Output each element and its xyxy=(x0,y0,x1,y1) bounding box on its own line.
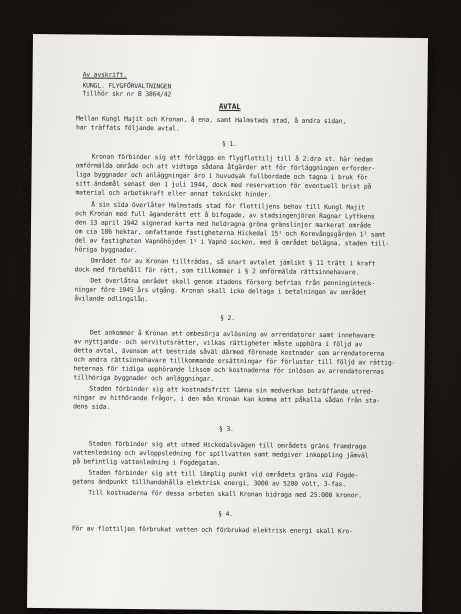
authority-name: KUNGL. FLYGFÖRVALTNINGEN xyxy=(82,81,172,91)
document-title: AVTAL xyxy=(218,101,241,112)
section-line: åvilande odlingslån. xyxy=(74,294,149,304)
section-line: liga byggnader och anläggningar äro i huvudsak fullbordade och tagna i bruk för xyxy=(75,170,368,182)
section-line: Å sin sida överlåter Halmstads stad för flottiljens behov till Kungl Majit xyxy=(91,200,365,212)
section-heading: § 4. xyxy=(218,509,233,519)
section-line: Kronan förbinder sig att förlägga en flygflottilj till å 2:dra st. här nedan xyxy=(91,152,373,164)
section-line: del av fastigheten Vapnöhöjden 1¹ i Vapnö socken, med å området belägna, staden till- xyxy=(74,236,390,248)
document-page xyxy=(27,34,428,612)
intro-line: Mellan Kungl Majit och Kronan, å ena, samt Halmstads stad, å andra sidan, xyxy=(76,114,347,126)
section-line: sitt ändamål senast den 1 juli 1944, dock med reservation för eventuell brist på xyxy=(75,179,372,191)
section-line: Till kostnaderna för dessa arbeten skall Kronan bidraga med 25.000 kronor. xyxy=(88,488,362,500)
section-line: av nyttjande- och servitutsrätter, vilkas rättigheter måste upphöra i följd av xyxy=(73,337,363,349)
copy-mark: Av avskrift. xyxy=(82,70,128,79)
section-line: Staden förbinder sig att kostnadsfritt lämna sin medverkan beträffande utred- xyxy=(89,384,375,396)
section-line: Det överlåtna området skall genom stadens försorg befrias från penninginteck- xyxy=(90,276,376,288)
section-line: Det ankommer å Kronan att ombesörja avlösning av arrendatorer samt innehavare xyxy=(89,328,375,340)
section-line: dens sida. xyxy=(73,402,111,411)
section-line: tillhöriga byggnader och anläggningar. xyxy=(73,373,214,383)
section-line: på befintlig vattenledning i Fogdegatan. xyxy=(72,457,221,467)
section-line: höriga byggnader. xyxy=(74,245,138,255)
section-line: heternas för tidiga upphörande liksom och kostnaderna för inlösen av arrendatorernas xyxy=(73,364,385,376)
section-line: och Kronan med full äganderätt ett å bifogade, av stadsingenjören Ragnar Lyttkens xyxy=(75,209,375,221)
section-line: och andra rättsinnehavare tillkommande ersättningar för förluster till följd av rättig- xyxy=(73,355,396,367)
section-line: detta avtal, ävensom att bestrida såväl därmed förenade kostnader som arrendatorerna xyxy=(73,346,385,358)
section-line: För av flottiljen förbrukat vatten och förbrukad elektrisk energi skall Kro- xyxy=(71,524,353,536)
section-line: dock med förbehåll för rätt, som tillkommer i § 2 omförmälda rättsinnehavare. xyxy=(74,265,360,277)
section-line: den 13 april 1942 signerad karta med heldragna gröna gränslinjer markerat område xyxy=(75,218,371,230)
section-line: om cia 186 hektar, omfattande fastigheterna Hickedal 15¹ och Korevångsgården 1² samt xyxy=(74,227,386,239)
section-line: omförmälda område och att vidtaga sådana åtgärder att för förläggningen erforder- xyxy=(75,161,376,173)
section-line: ningar före 1945 års utgång. Kronan skall icke deltaga i betalningen av området xyxy=(74,285,367,297)
section-line: Staden förbinder sig att utmed Hickedalsvägen till områdets gräns framdraga xyxy=(88,439,367,451)
section-line: Området för av Kronan tillträdas, så snart avtalet jämlikt § 11 trätt i kraft xyxy=(90,256,376,268)
section-line: ningar av hithörande frågor, i den mån Kronan kan komma att påkalla sådan från sta- xyxy=(73,393,381,405)
section-heading: § 2. xyxy=(220,313,235,323)
reference-number: Tillhör skr nr B 3864/42 xyxy=(82,89,172,99)
section-heading: § 3. xyxy=(218,424,234,434)
section-line: gatans ändpunkt tillhandahålla elektrisk energi, 3000 av 5200 volt, 3-fas. xyxy=(72,477,346,489)
section-line: Staden förbinder sig att till lämplig punkt vid områdets gräns vid Fogde- xyxy=(88,468,359,480)
section-heading: § 1. xyxy=(221,139,237,149)
section-line: vattenledning och avloppsledning för spillvatten samt medgiver inkoppling jämväl xyxy=(72,448,369,460)
section-line: material och arbetskraft eller annat tekniskt hinder. xyxy=(75,188,272,199)
intro-line: har träffats följande avtal. xyxy=(75,123,180,133)
